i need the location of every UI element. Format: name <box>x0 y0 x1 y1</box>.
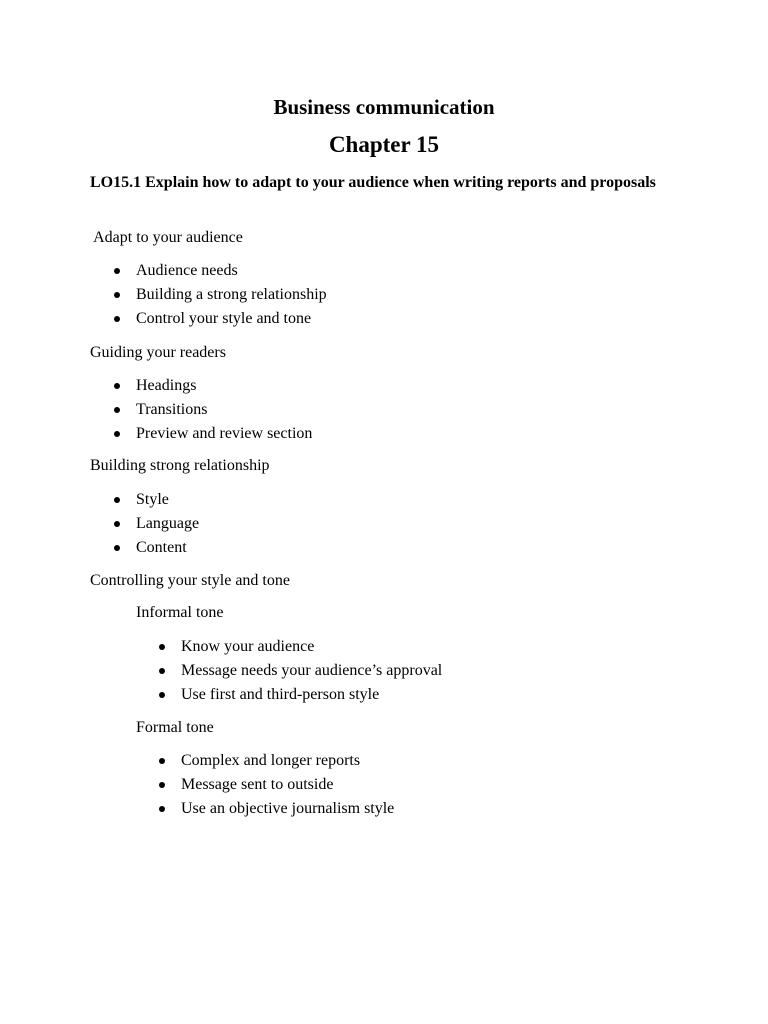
bullet-icon <box>159 644 165 650</box>
list-item: Building a strong relationship <box>136 283 327 307</box>
bullet-icon <box>159 692 165 698</box>
bullet-list-guiding <box>136 374 312 446</box>
bullet-icon <box>114 521 120 527</box>
bullet-list-informal <box>181 635 442 707</box>
list-item: Control your style and tone <box>136 307 327 331</box>
bullet-list-adapt <box>136 259 327 331</box>
subheading-formal-tone: Formal tone <box>136 719 214 736</box>
list-item: Transitions <box>136 398 312 422</box>
list-item: Style <box>136 488 199 512</box>
list-item: Language <box>136 512 199 536</box>
bullet-icon <box>114 292 120 298</box>
list-item: Know your audience <box>181 635 442 659</box>
bullet-icon <box>159 782 165 788</box>
bullet-list-formal <box>181 749 394 821</box>
bullet-icon <box>159 668 165 674</box>
bullet-list-building <box>136 488 199 560</box>
section-heading-building: Building strong relationship <box>90 457 270 474</box>
list-item: Message sent to outside <box>181 773 394 797</box>
bullet-icon <box>114 316 120 322</box>
list-item: Preview and review section <box>136 422 312 446</box>
bullet-icon <box>114 383 120 389</box>
bullet-icon <box>114 268 120 274</box>
list-item: Message needs your audience’s approval <box>181 659 442 683</box>
list-item: Complex and longer reports <box>181 749 394 773</box>
list-item: Content <box>136 536 199 560</box>
bullet-icon <box>159 806 165 812</box>
bullet-icon <box>114 431 120 437</box>
section-heading-controlling: Controlling your style and tone <box>90 572 290 589</box>
subheading-informal-tone: Informal tone <box>136 604 224 621</box>
list-item: Use first and third-person style <box>181 683 442 707</box>
learning-objective-heading: LO15.1 Explain how to adapt to your audience when writing reports and proposals <box>90 174 656 191</box>
document-title: Business communication <box>273 95 495 119</box>
list-item: Headings <box>136 374 312 398</box>
list-item: Audience needs <box>136 259 327 283</box>
section-heading-guiding: Guiding your readers <box>90 344 226 361</box>
chapter-title: Chapter 15 <box>328 132 440 157</box>
bullet-icon <box>114 545 120 551</box>
list-item: Use an objective journalism style <box>181 797 394 821</box>
bullet-icon <box>114 407 120 413</box>
section-heading-adapt: Adapt to your audience <box>90 229 243 246</box>
bullet-icon <box>159 758 165 764</box>
bullet-icon <box>114 497 120 503</box>
